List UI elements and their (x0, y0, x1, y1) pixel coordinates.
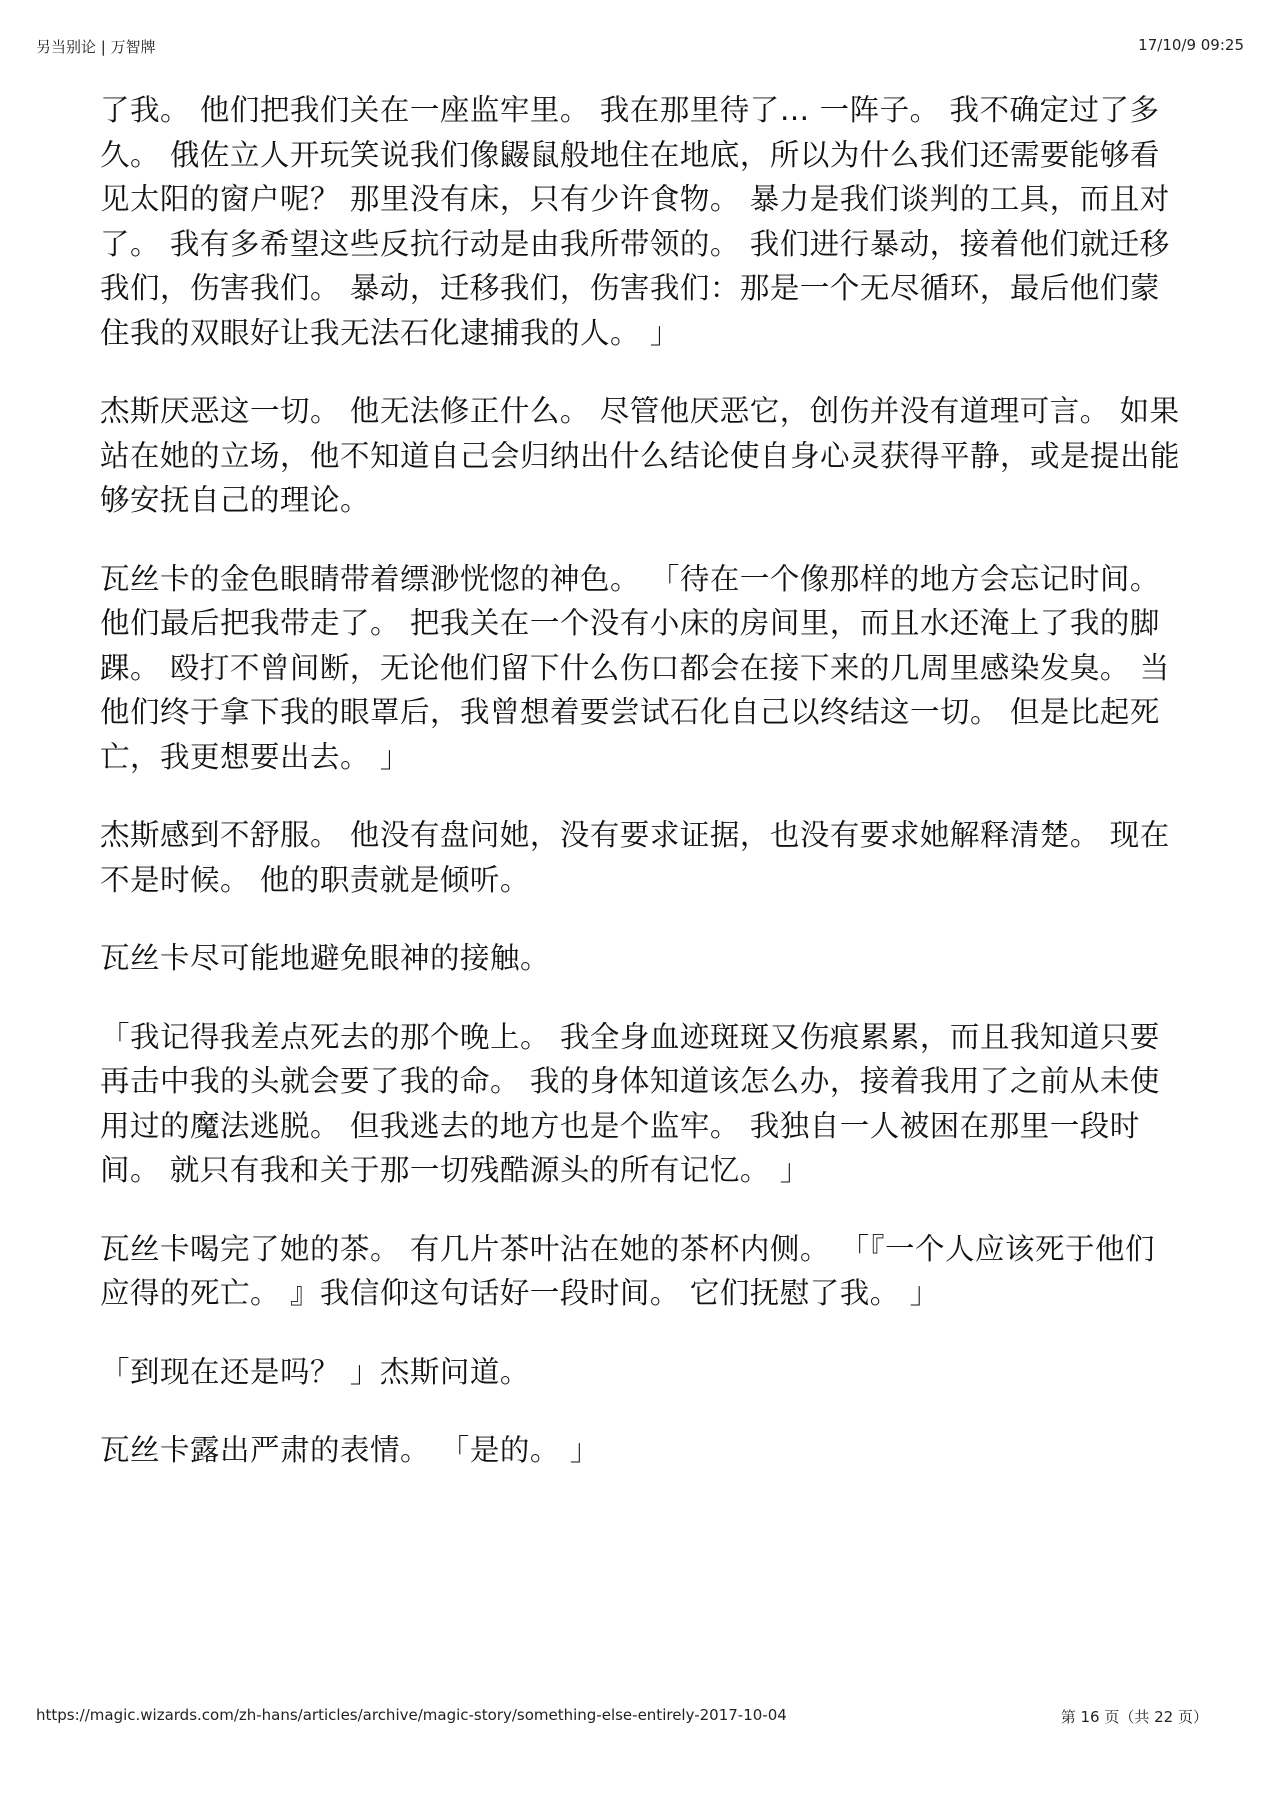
article-body (100, 88, 1180, 1507)
paragraph: 「我记得我差点死去的那个晚上。 我全身血迹斑斑又伤痕累累，而且我知道只要再击中我的头就会要了我的命。 我的身体知道该怎么办，接着我用了之前从未使用过的魔法逃脱。 但我逃去的地方也是个监牢。 我独自一人被困在那里一段时间。 就只有我和关于那一切残酷源头的所有记忆。 」 (100, 1019, 1160, 1187)
paragraph: 瓦丝卡尽可能地避免眼神的接触。 (100, 941, 551, 975)
paragraph: 了我。 他们把我们关在一座监牢里。 我在那里待了… 一阵子。 我不确定过了多久。 俄佐立人开玩笑说我们像鼹鼠般地住在地底，所以为什么我们还需要能够看见太阳的窗户呢？ 那里没有床，只有少许食物。 暴力是我们谈判的工具，而且对了。 我有多希望这些反抗行动是由我所带领的。 我们进行暴动，接着他们就迁移我们，伤害我们。 暴动，迁移我们，伤害我们：那是一个无尽循环，最后他们蒙住我的双眼好让我无法石化逮捕我的人。 」 (100, 93, 1170, 350)
paragraph: 瓦丝卡喝完了她的茶。 有几片茶叶沾在她的茶杯内侧。 「『一个人应该死于他们应得的死亡。 』我信仰这句话好一段时间。 它们抚慰了我。 」 (100, 1231, 1156, 1310)
source-url: https://magic.wizards.com/zh-hans/articles/archive/magic-story/something-else-entirely-2017-10-04 (36, 1706, 787, 1724)
page-number: 第 16 页（共 22 页） (1060, 1708, 1208, 1726)
print-datetime: 17/10/9 09:25 (1138, 36, 1244, 54)
paragraph: 「到现在还是吗？ 」杰斯问道。 (100, 1354, 530, 1389)
paragraph: 瓦丝卡露出严肃的表情。 「是的。 」 (100, 1433, 600, 1467)
paragraph: 杰斯厌恶这一切。 他无法修正什么。 尽管他厌恶它，创伤并没有道理可言。 如果站在她的立场，他不知道自己会归纳出什么结论使自身心灵获得平静，或是提出能够安抚自己的理论。 (100, 394, 1181, 517)
paragraph: 杰斯感到不舒服。 他没有盘问她，没有要求证据，也没有要求她解释清楚。 现在不是时候。 他的职责就是倾听。 (100, 818, 1170, 897)
page-header (36, 36, 1244, 56)
paragraph: 瓦丝卡的金色眼睛带着缥渺恍惚的神色。 「待在一个像那样的地方会忘记时间。 他们最后把我带走了。 把我关在一个没有小床的房间里，而且水还淹上了我的脚踝。 殴打不曾间断，无论他们留下什么伤口都会在接下来的几周里感染发臭。 当他们终于拿下我的眼罩后，我曾想着要尝试石化自己以终结这一切。 但是比起死亡，我更想要出去。 」 (100, 561, 1170, 774)
page-footer (36, 1706, 1244, 1726)
page-title: 另当别论 | 万智牌 (36, 38, 156, 56)
